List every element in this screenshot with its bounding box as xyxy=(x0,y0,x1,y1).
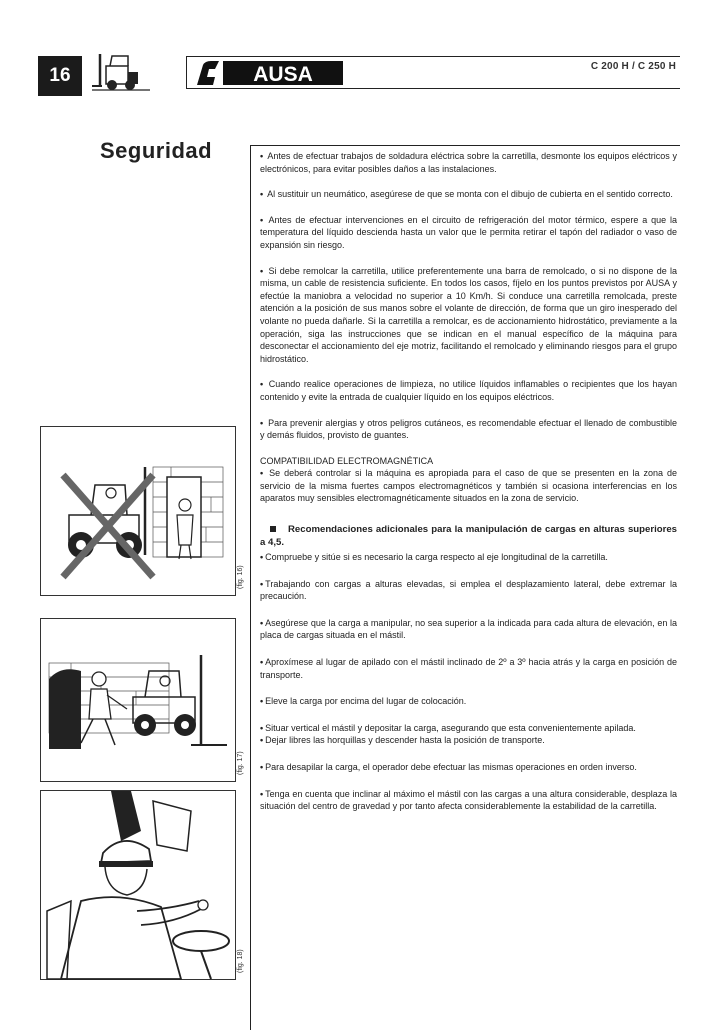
bullet-icon: • xyxy=(260,788,264,799)
figure-label: (fig. 16) xyxy=(237,565,244,589)
text-column xyxy=(260,150,677,826)
section-title: Seguridad xyxy=(100,138,213,163)
section-rule xyxy=(250,145,680,146)
page-number: 16 xyxy=(38,56,82,96)
bullet-icon: • xyxy=(260,379,264,390)
paragraph: • Antes de efectuar intervenciones en el circuito de refrigeración del motor térmico, espere a que la temperatura del líquido descienda hasta un valor que le permita retirar el tapón del radiador o vaso de expansión sin riesgo. xyxy=(260,214,677,250)
bullet-icon: • xyxy=(260,189,264,200)
column-rule xyxy=(250,145,251,1030)
bullet-icon: • xyxy=(260,696,264,707)
recommendation: • Asegúrese que la carga a manipular, no sea superior a la indicada para cada altura de elevación, en la placa de cargas situada en el mástil. xyxy=(260,617,677,641)
compat-title: COMPATIBILIDAD ELECTROMAGNÉTICA xyxy=(260,455,434,466)
bullet-icon: • xyxy=(260,265,264,276)
recommendation: • Aproxímese al lugar de apilado con el mástil inclinado de 2º a 3º hacia atrás y la carga en posición de transporte. xyxy=(260,657,677,680)
forklift-crossed-illustration xyxy=(41,427,235,595)
forklift-pedestrian-illustration xyxy=(41,619,235,781)
recommendation: • Eleve la carga por encima del lugar de colocación. xyxy=(260,696,467,707)
bullet-icon: • xyxy=(260,578,264,589)
recommendation: • Situar vertical el mástil y depositar la carga, asegurando que esta convenientemente apilada. xyxy=(260,722,636,733)
recommendation: • Para desapilar la carga, el operador debe efectuar las mismas operaciones en orden inverso. xyxy=(260,762,637,772)
paragraph: • Si debe remolcar la carretilla, utilice preferentemente una barra de remolcado, o si no dispone de la misma, un cable de resistencia suficiente. En todos los casos, fíjelo en los puntos previstos por AUSA y efectúe la maniobra a velocidad no superior a 10 Km/h. Si conduce una carretilla remolcada, preste atención a la posición de sus manos sobre el volante de dirección, de forma que un giro inesperado del volante no pueda dañarle. Si la carretilla a remolcar, es de accionamiento hidrostático, previamente a la operación, siga las instrucciones que se indican en el manual específico de la máquina para desconectar el accionamiento del eje motriz, facilitando el remolcado y eliminando riesgos para el grupo hidrostático. xyxy=(260,265,677,364)
paragraph: • Antes de efectuar trabajos de soldadura eléctrica sobre la carretilla, desmonte los equipos eléctricos y electrónicos, para evitar posibles daños a las instalaciones. xyxy=(260,151,677,174)
model-name: C 200 H / C 250 H xyxy=(590,61,676,72)
header-rule xyxy=(186,88,680,89)
recommendations-heading: Recomendaciones adicionales para la manipulación de cargas en alturas superiores a 4,5. xyxy=(260,524,677,549)
bullet-icon: • xyxy=(260,151,264,161)
operator-cabin-illustration xyxy=(41,791,235,979)
recommendation: • Tenga en cuenta que inclinar al máximo el mástil con las cargas a una altura considerable, desplaza la situación del centro de gravedad y por tanto afecta considerablemente la estabilidad de la carretilla. xyxy=(260,788,677,812)
forklift-icon xyxy=(88,52,154,96)
figure-label: (fig. 18) xyxy=(237,949,244,973)
bullet-icon: • xyxy=(260,552,264,563)
figure-17 xyxy=(40,618,244,782)
figure-16 xyxy=(40,426,244,596)
bullet-icon: • xyxy=(260,617,264,628)
figure-18 xyxy=(40,790,244,980)
paragraph: • Al sustituir un neumático, asegúrese de que se monta con el dibujo de cubierta en el sentido correcto. xyxy=(260,189,673,200)
bullet-icon: • xyxy=(260,468,264,479)
paragraph: • Para prevenir alergias y otros peligros cutáneos, es recomendable efectuar el llenado de combustible y demás fluidos, provisto de guantes. xyxy=(260,417,677,441)
paragraph: • Se deberá controlar si la máquina es apropiada para el caso de que se presenten en la zona de servicio de la misma fuertes campos electromagnéticos y también si ocasiona interferencias en los aparatos muy sensibles electromagnéticamente situados en la zona de servicio. xyxy=(260,468,677,504)
header-rule xyxy=(186,56,680,57)
recommendation: • Trabajando con cargas a alturas elevadas, si emplea el desplazamiento lateral, debe extremar la precaución. xyxy=(260,578,677,602)
bullet-icon: • xyxy=(260,762,264,772)
brand-name: AUSA xyxy=(253,63,313,86)
recommendation: • Dejar libres las horquillas y descender hasta la posición de transporte. xyxy=(260,735,545,746)
bullet-icon: • xyxy=(260,735,264,746)
bullet-icon: • xyxy=(260,214,264,225)
bullet-icon: • xyxy=(260,417,264,428)
bullet-icon: • xyxy=(260,657,264,668)
recommendation: • Compruebe y sitúe si es necesario la carga respecto al eje longitudinal de la carretilla. xyxy=(260,552,608,563)
paragraph: • Cuando realice operaciones de limpieza, no utilice líquidos inflamables o recipientes que los hayan contenido y evite la entrada de cualquier líquido en los equipos eléctricos. xyxy=(260,379,677,402)
bullet-icon: • xyxy=(260,722,264,733)
figure-label: (fig. 17) xyxy=(237,751,244,775)
ausa-logo xyxy=(193,59,345,87)
square-bullet-icon xyxy=(270,526,276,532)
